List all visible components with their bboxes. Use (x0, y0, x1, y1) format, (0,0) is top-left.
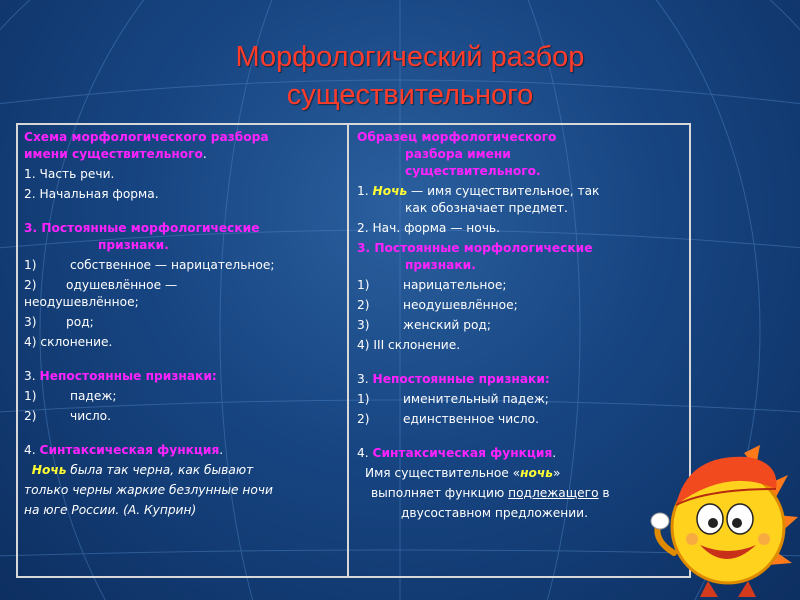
function-text-end: в (598, 486, 610, 500)
section-label: Синтаксическая функция (372, 446, 553, 460)
scheme-section-constant-line1: Постоянные морфологические (41, 221, 260, 235)
slide-title-line1: Морфологический разбор (235, 41, 585, 73)
section-label: Синтаксическая функция (39, 443, 220, 457)
list-number: 1) (24, 389, 37, 403)
list-text: женский род; (403, 318, 491, 332)
list-number: 3) (24, 315, 37, 329)
list-number: 1) (24, 258, 37, 272)
list-number: 3) (357, 318, 370, 332)
list-number: 2) (357, 412, 370, 426)
sun-mascot-icon (648, 445, 800, 600)
sample-function-line2 (357, 485, 683, 502)
scheme-constant-3 (24, 314, 341, 331)
item-text-cont: как обозначает предмет. (405, 201, 568, 215)
sample-column (349, 125, 689, 576)
function-underlined: подлежащего (508, 486, 599, 500)
scheme-constant-4: 4) склонение. (24, 335, 113, 349)
list-number: 2) (24, 409, 37, 423)
scheme-section-variable (24, 368, 341, 385)
list-text: число. (70, 409, 111, 423)
scheme-section-constant-line2: признаки. (98, 238, 169, 252)
section-label-cont: признаки. (405, 258, 476, 272)
scheme-column (18, 125, 349, 576)
list-number: 2) (24, 278, 37, 292)
example-sentence-line1 (24, 462, 341, 479)
list-text: падеж; (70, 389, 117, 403)
example-text: была так черна, как бывают (66, 463, 254, 477)
scheme-section-constant (24, 220, 341, 254)
sample-item-2: 2. Нач. форма — ночь. (357, 221, 500, 235)
sample-constant-2 (357, 297, 683, 314)
item-num: 1. (357, 184, 373, 198)
list-number: 1) (357, 392, 370, 406)
example-keyword: ночь (520, 466, 554, 480)
example-sentence-line2: только черны жаркие безлунные ночи (24, 483, 273, 497)
section-label: Непостоянные признаки: (372, 372, 550, 386)
list-number: 2) (357, 298, 370, 312)
list-number: 1) (357, 278, 370, 292)
example-keyword: Ночь (31, 463, 67, 477)
slide-title (150, 38, 670, 114)
sample-heading (357, 129, 683, 180)
list-text: именительный падеж; (403, 392, 549, 406)
sample-function-line3: двусоставном предложении. (401, 506, 588, 520)
sample-item-1 (357, 183, 683, 217)
scheme-constant-2 (24, 277, 341, 311)
list-text: собственное — нарицательное; (70, 258, 275, 272)
sample-heading-line1: Образец морфологического (357, 130, 557, 144)
list-text-cont: неодушевлённое; (24, 295, 139, 309)
section-label: Непостоянные признаки: (39, 369, 217, 383)
sample-constant-1 (357, 277, 683, 294)
sample-variable-2 (357, 411, 683, 428)
section-dot: . (552, 446, 557, 460)
list-text: нарицательное; (403, 278, 507, 292)
function-text-end: » (553, 466, 561, 480)
example-keyword: Ночь (372, 184, 408, 198)
function-text: Имя существительное « (365, 466, 521, 480)
section-num: 3. (357, 372, 373, 386)
list-text: неодушевлённое; (403, 298, 518, 312)
sample-constant-4: 4) III склонение. (357, 338, 461, 352)
slide-title-line2: существительного (286, 79, 534, 111)
scheme-item-2: 2. Начальная форма. (24, 187, 159, 201)
item-text: — имя существительное, так (407, 184, 600, 198)
scheme-heading-line2: имени существительного (24, 147, 203, 161)
section-dot: . (219, 443, 224, 457)
scheme-section-syntax (24, 442, 341, 459)
scheme-heading (24, 129, 341, 163)
section-num: 4. (357, 446, 373, 460)
section-num: 4. (24, 443, 40, 457)
sample-section-variable (357, 371, 683, 388)
sample-heading-line2: разбора имени (405, 147, 511, 161)
sample-section-syntax (357, 445, 683, 462)
scheme-variable-2 (24, 408, 341, 425)
list-text: единственное число. (403, 412, 540, 426)
sample-function-line1 (357, 465, 683, 482)
sample-heading-line3: существительного. (405, 164, 541, 178)
scheme-variable-1 (24, 388, 341, 405)
sample-constant-3 (357, 317, 683, 334)
list-text: род; (66, 315, 94, 329)
scheme-heading-line1: Схема морфологического разбора (24, 130, 269, 144)
section-num: 3. (357, 241, 375, 255)
list-text: одушевлённое — (66, 278, 178, 292)
scheme-constant-1 (24, 257, 341, 274)
sample-section-constant (357, 240, 683, 274)
section-label: Постоянные морфологические (374, 241, 593, 255)
sample-variable-1 (357, 391, 683, 408)
scheme-item-1: 1. Часть речи. (24, 167, 115, 181)
analysis-table (16, 123, 691, 578)
example-sentence-line3: на юге России. (А. Куприн) (24, 503, 197, 517)
section-num: 3. (24, 369, 40, 383)
function-text: выполняет функцию (371, 486, 509, 500)
scheme-heading-dot: . (202, 147, 207, 161)
scheme-section-constant-num: 3. (24, 221, 42, 235)
